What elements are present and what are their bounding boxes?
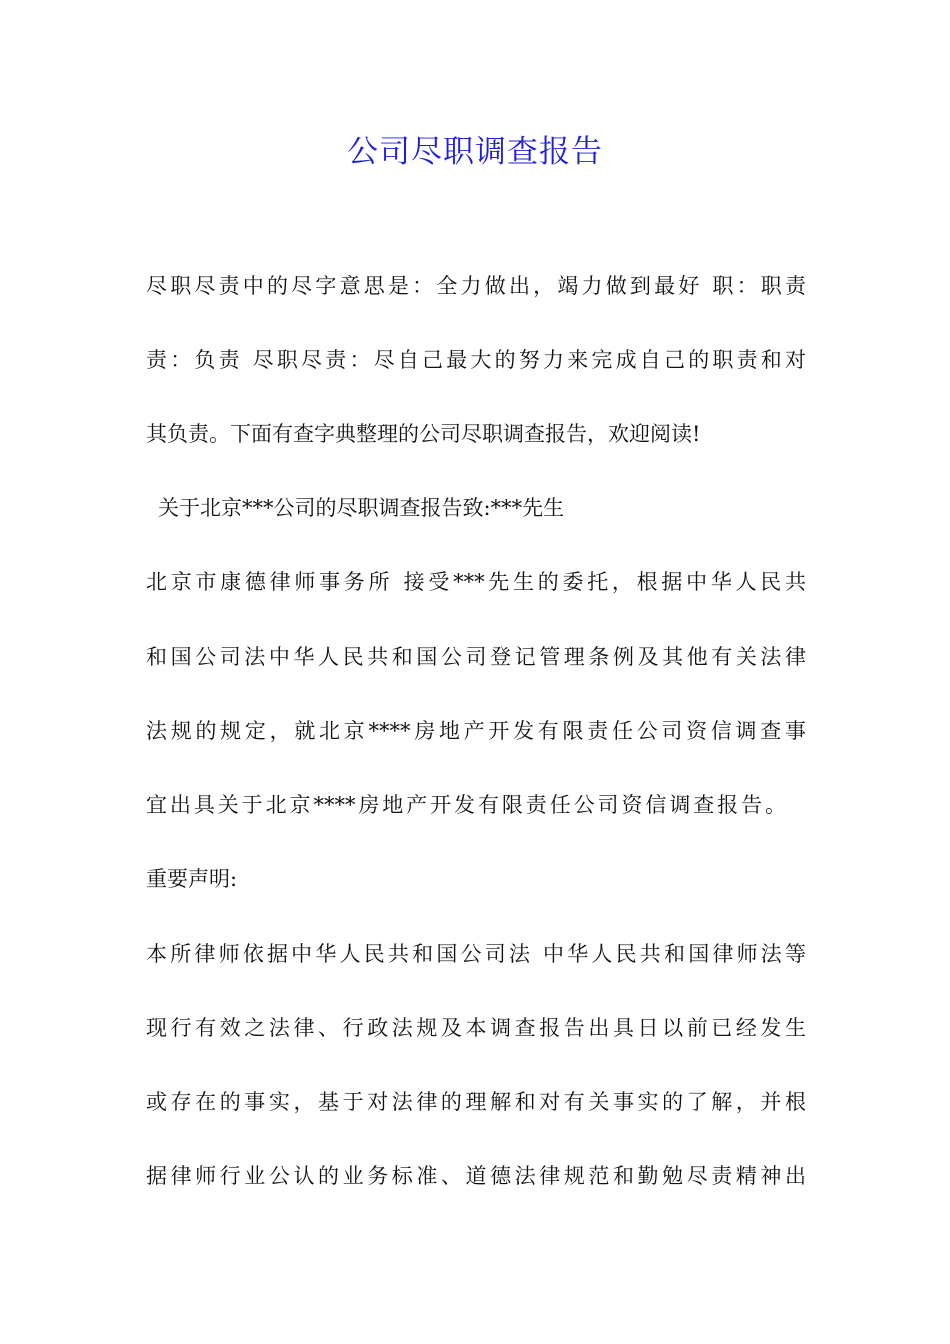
paragraph-line: 北京市康德律师事务所 接受***先生的委托，根据中华人民共 [146,570,806,594]
paragraph-line: 法规的规定，就北京****房地产开发有限责任公司资信调查事 [146,719,806,743]
paragraph-line: 本所律师依据中华人民共和国公司法 中华人民共和国律师法等 [146,942,806,966]
paragraph-line: 其负责。下面有查字典整理的公司尽职调查报告，欢迎阅读! [146,422,701,446]
paragraph-line: 和国公司法中华人民共和国公司登记管理条例及其他有关法律 [146,645,806,669]
paragraph-line: 宜出具关于北京****房地产开发有限责任公司资信调查报告。 [146,793,786,817]
section-heading: 重要声明: [146,867,238,891]
paragraph-line: 关于北京***公司的尽职调查报告致:***先生 [158,496,565,520]
paragraph-line: 现行有效之法律、行政法规及本调查报告出具日以前已经发生 [146,1016,806,1040]
paragraph-line: 尽职尽责中的尽字意思是：全力做出，竭力做到最好 职：职责 [146,274,806,298]
paragraph-line: 或存在的事实，基于对法律的理解和对有关事实的了解，并根 [146,1090,806,1114]
paragraph-line: 据律师行业公认的业务标准、道德法律规范和勤勉尽责精神出 [146,1164,806,1188]
document-title: 公司尽职调查报告 [347,134,603,170]
paragraph-line: 责：负责 尽职尽责：尽自己最大的努力来完成自己的职责和对 [146,348,806,372]
